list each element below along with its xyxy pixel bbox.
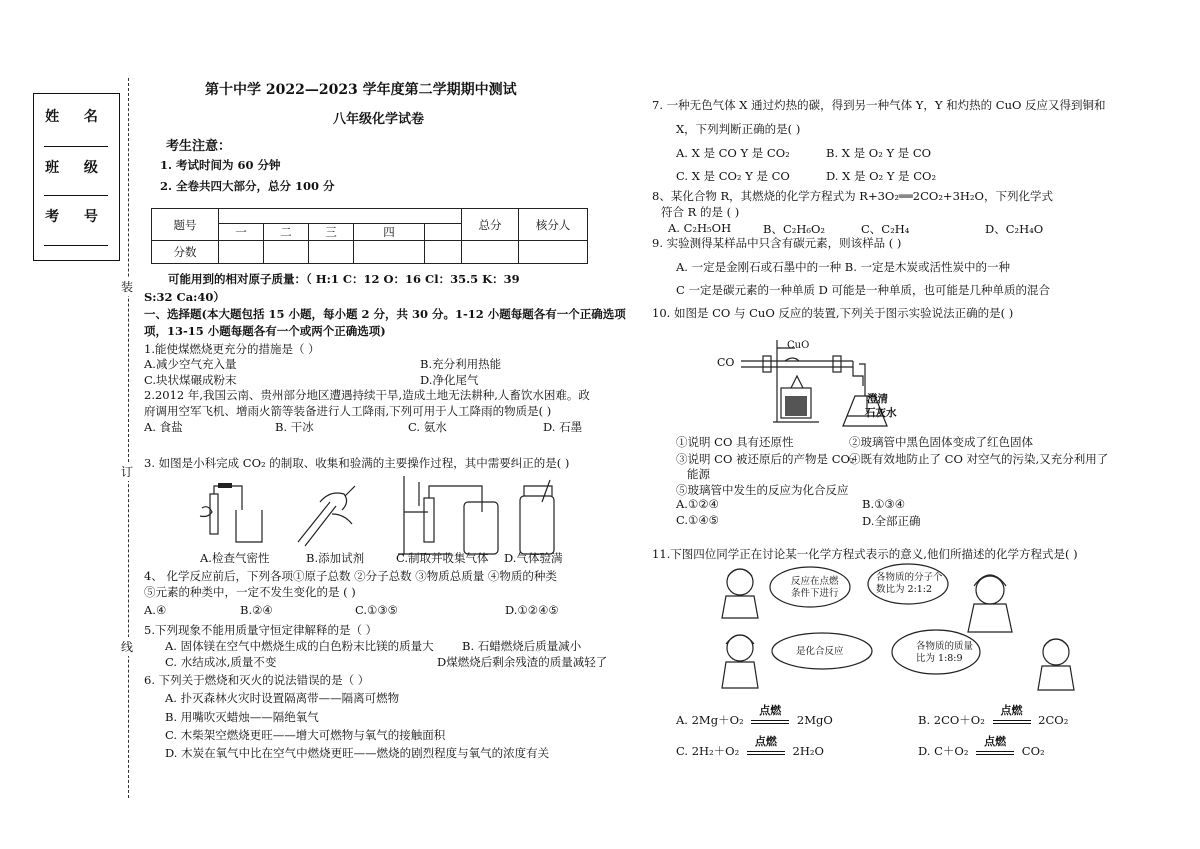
q3-stem: 3. 如图是小科完成 CO₂ 的制取、收集和验满的主要操作过程，其中需要纠正的是( ) [144,456,570,470]
q11-option-b[interactable] [918,704,1069,728]
class-line [44,195,108,196]
q10-statement-1: ①说明 CO 具有还原性 [676,435,794,449]
table-header-total: 总分 [462,209,519,241]
bubble2-line1: 各物质的分子个 [876,572,943,583]
q9-stem: 9. 实验测得某样品中只含有碳元素，则该样品 ( ) [652,236,902,250]
q10-label-co: CO [717,356,735,369]
q2-line1: 2.2012 年,我国云南、贵州部分地区遭遇持续干旱,造成土地无法耕种,人畜饮水困难。政 [144,388,590,402]
q3-diagram-c [398,476,498,554]
speech-bubble-4 [892,630,980,674]
score-cell-2[interactable] [264,241,309,264]
q7-option-a[interactable]: A. X 是 CO Y 是 CO₂ [676,146,790,160]
q7-option-b[interactable]: B. X 是 O₂ Y 是 CO [826,146,932,160]
q9-option-cd[interactable]: C 一定是碳元素的一种单质 D 可能是一种单质，也可能是几种单质的混合 [676,283,1050,297]
q10-statement-5: ⑤玻璃管中发生的反应为化合反应 [676,483,849,497]
notice-heading: 考生注意： [166,139,232,154]
score-cell-1[interactable] [219,241,264,264]
q7-option-d[interactable]: D. X 是 O₂ Y 是 CO₂ [826,169,937,183]
binding-dashed-line [128,78,129,798]
q11-option-b-right: 2CO₂ [1038,713,1069,727]
name-line [44,146,108,147]
q10-stem: 10. 如图是 CO 与 CuO 反应的装置,下列关于图示实验说法正确的是( ) [652,306,1014,320]
table-col-1: 一 [219,224,264,241]
binding-char-xian: 线 [121,637,133,656]
q1-option-b[interactable]: B.充分利用热能 [420,357,502,371]
q8-option-d[interactable]: D、C₂H₄O [985,222,1044,236]
q10-option-b[interactable]: B.①③④ [862,497,906,511]
section1-line2: 项，13-15 小题每题各有一个或两个正确选项) [144,324,386,338]
name-label: 姓 名 [45,109,108,125]
q10-option-c[interactable]: C.①④⑤ [676,513,719,527]
table-row-score-label: 分数 [152,241,219,264]
table-header-tihao: 题号 [152,209,219,241]
q3-diagrams [180,472,580,564]
q11-option-c-left: C. 2H₂＋O₂ [676,744,740,758]
q3-label-b: B.添加试剂 [306,551,365,564]
q5-option-d[interactable]: D煤燃烧后剩余残渣的质量减轻了 [437,655,608,669]
q11-option-c-right: 2H₂O [792,744,824,758]
q6-option-b[interactable]: B. 用嘴吹灭蜡烛——隔绝氧气 [165,710,319,724]
number-label: 考 号 [45,209,108,225]
q8-line1: 8、某化合物 R，其燃烧的化学方程式为 R+3O₂══2CO₂+3H₂O，下列化学式 [652,189,1053,203]
q7-line1: 7. 一种无色气体 X 通过灼热的碳，得到另一种气体 Y，Y 和灼热的 CuO 反应又得到铜和 [652,98,1106,112]
q8-option-c[interactable]: C、C₂H₄ [861,222,910,236]
q1-stem: 1.能使煤燃烧更充分的措施是（ ） [144,342,320,356]
score-cell-4[interactable] [354,241,425,264]
q2-option-b[interactable]: B. 干冰 [275,420,314,434]
score-cell-3[interactable] [309,241,354,264]
student-girl-2 [722,635,758,688]
q10-apparatus-diagram [715,336,905,428]
notice-item-1: 1. 考试时间为 60 分钟 [160,158,281,172]
q4-option-a[interactable]: A.④ [144,603,167,617]
q11-b-condition: 点燃 [1000,704,1023,717]
q8-option-b[interactable]: B、C₂H₆O₂ [763,222,826,236]
q2-line2: 府调用空军飞机、增雨火箭等装备进行人工降雨,下列可用于人工降雨的物质是( ) [144,404,552,418]
q5-stem: 5.下列现象不能用质量守恒定律解释的是（ ） [144,623,378,637]
q10-statement-3: ③说明 CO 被还原后的产物是 CO₂ [676,452,855,466]
q11-stem: 11.下图四位同学正在讨论某一化学方程式表示的意义,他们所描述的化学方程式是( ) [652,547,1078,561]
q11-d-condition: 点燃 [984,735,1007,748]
table-header-checker: 核分人 [519,209,588,241]
q10-label-limewater1: 澄清 [867,393,888,405]
q6-stem: 6. 下列关于燃烧和灭火的说法错误的是（ ） [144,673,370,687]
atomic-masses-line2: S:32 Ca:40） [144,290,225,304]
q8-option-a[interactable]: A. C₂H₅OH [668,221,732,235]
q6-option-a[interactable]: A. 扑灭森林火灾时设置隔离带——隔离可燃物 [165,691,400,705]
q1-option-d[interactable]: D.净化尾气 [420,373,479,387]
q4-option-b[interactable]: B.②④ [240,603,273,617]
table-col-4: 四 [354,224,425,241]
q11-option-a[interactable] [676,704,833,728]
bubble4-line2: 比为 1:8:9 [916,653,963,664]
score-table [151,208,588,264]
q10-label-cuo: CuO [787,340,810,351]
q3-diagram-a [200,486,262,542]
student-boy-2 [1038,639,1074,690]
q9-option-ab[interactable]: A. 一定是金刚石或石墨中的一种 B. 一定是木炭或活性炭中的一种 [676,260,1011,274]
q3-diagram-d [520,480,554,554]
q6-option-c[interactable]: C. 木柴架空燃烧更旺——增大可燃物与氧气的接触面积 [165,728,446,742]
speech-bubble-1 [770,567,850,607]
q11-a-condition: 点燃 [759,704,782,717]
q3-label-a: A.检查气密性 [200,551,270,564]
q5-option-c[interactable]: C. 水结成冰,质量不变 [165,655,277,669]
table-col-2: 二 [264,224,309,241]
q11-discussion-illustration [700,562,1090,692]
binding-char-ding: 订 [121,462,133,481]
q11-c-condition: 点燃 [754,735,777,748]
q2-option-a[interactable]: A. 食盐 [144,420,183,434]
bubble2-line2: 数比为 2:1:2 [876,584,933,595]
binding-char-zhuang: 装 [121,277,133,296]
bubble1-line2: 条件下进行 [791,588,839,599]
table-col-3: 三 [309,224,354,241]
number-line [44,245,108,246]
exam-title: 第十中学 2022—2023 学年度第二学期期中测试 [205,82,517,98]
score-cell-checker[interactable] [519,241,588,264]
q2-option-c[interactable]: C. 氨水 [408,420,447,434]
q10-statement-4b: 能源 [687,467,710,481]
q4-option-c[interactable]: C.①③⑤ [355,603,398,617]
class-label: 班 级 [45,160,108,176]
q1-option-a[interactable]: A.减少空气充入量 [144,357,237,371]
q4-line2: ⑤元素的种类中，一定不发生变化的是 ( ) [144,585,356,599]
q5-option-a[interactable]: A. 固体镁在空气中燃烧生成的白色粉末比镁的质量大 [165,639,434,653]
q7-line2: X，下列判断正确的是( ) [676,122,801,136]
q10-label-limewater2: 石灰水 [865,407,897,419]
q10-option-d[interactable]: D.全部正确 [862,514,921,528]
section1-line1: 一、选择题(本大题包括 15 小题，每小题 2 分，共 30 分。1-12 小题每题各有一个正确选项 [144,307,626,321]
q4-line1: 4、 化学反应前后，下列各项①原子总数 ②分子总数 ③物质总质量 ④物质的种类 [144,569,557,583]
q2-option-d[interactable]: D. 石墨 [543,420,583,434]
q3-diagram-b [298,486,355,546]
q1-option-c[interactable]: C.块状煤碾成粉末 [144,373,237,387]
q11-option-a-left: A. 2Mg＋O₂ [676,713,744,727]
student-info-box [33,93,120,261]
q4-option-d[interactable]: D.①②④⑤ [505,603,559,617]
q10-statement-4: ④既有效地防止了 CO 对空气的污染,又充分利用了 [849,452,1109,466]
notice-item-2: 2. 全卷共四大部分，总分 100 分 [160,179,335,193]
q7-option-c[interactable]: C. X 是 CO₂ Y 是 CO [676,169,790,183]
atomic-masses-line1: 可能用到的相对原子质量：（ H:1 C：12 O：16 Cl：35.5 K：39 [168,272,520,286]
q8-line2: 符合 R 的是 ( ) [661,205,740,219]
score-cell-5[interactable] [425,241,462,264]
student-boy-1 [722,569,758,618]
q3-label-c: C.制取并收集气体 [396,551,489,564]
q3-label-d: D.气体验满 [504,551,563,564]
bubble3-text: 是化合反应 [796,646,844,657]
q5-option-b[interactable]: B. 石蜡燃烧后质量减小 [462,639,582,653]
exam-subtitle: 八年级化学试卷 [333,112,425,127]
q11-option-d-left: D. C＋O₂ [918,744,969,758]
q11-option-d[interactable] [918,735,1045,759]
q10-option-a[interactable]: A.①②④ [676,497,719,511]
student-girl-1 [968,575,1012,632]
score-cell-total[interactable] [462,241,519,264]
bubble4-line1: 各物质的质量 [916,641,974,652]
q11-option-d-right: CO₂ [1021,744,1045,758]
q6-option-d[interactable]: D. 木炭在氧气中比在空气中燃烧更旺——燃烧的剧烈程度与氧气的浓度有关 [165,746,550,760]
bubble1-line1: 反应在点燃 [791,576,839,587]
q10-statement-2: ②玻璃管中黑色固体变成了红色固体 [849,435,1033,449]
q11-option-a-right: 2MgO [796,713,833,727]
q11-option-b-left: B. 2CO＋O₂ [918,713,985,727]
q11-option-c[interactable] [676,735,824,759]
